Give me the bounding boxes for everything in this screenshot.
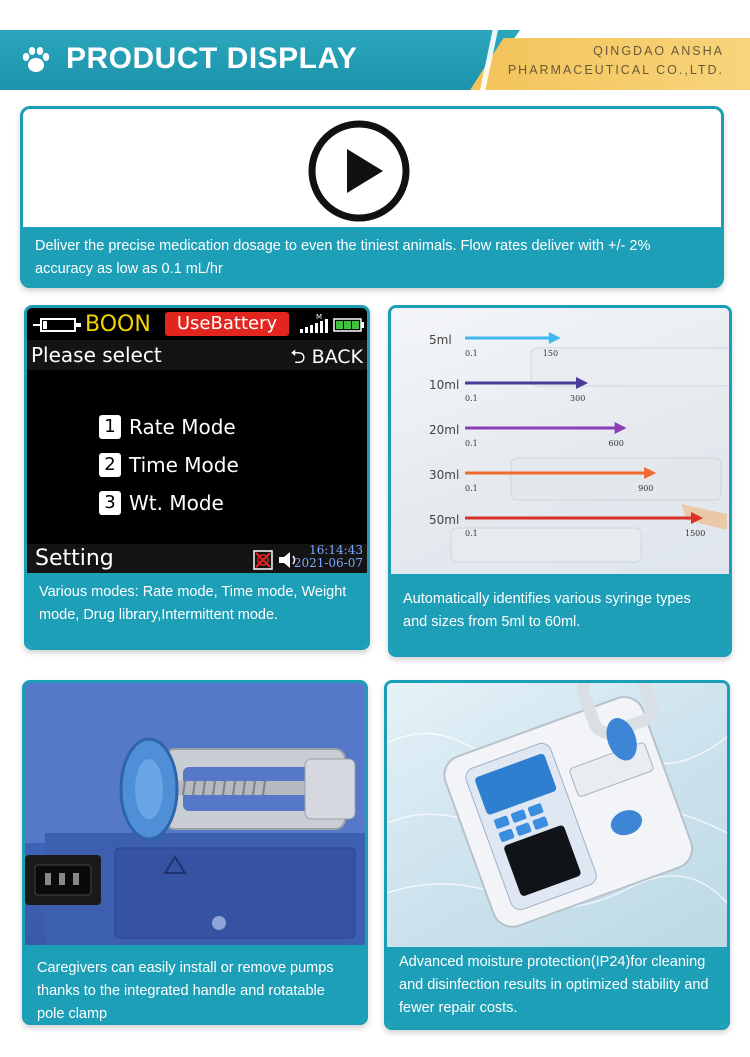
company-name-line-2: PHARMACEUTICAL CO.,LTD. (507, 63, 724, 77)
lcd-clock (294, 544, 363, 570)
syringe-size-arrowhead (691, 512, 703, 524)
syringe-size-row (429, 332, 561, 358)
mode-label: Rate Mode (129, 415, 236, 439)
signal-letter: M (316, 314, 323, 321)
syringe-size-max: 900 (638, 484, 654, 493)
syringe-size-max: 150 (542, 349, 559, 358)
pump-lcd-screen (27, 308, 367, 576)
syringe-size-row (429, 422, 627, 448)
mode-menu (99, 408, 239, 522)
syringe-size-label: 20ml (429, 423, 460, 437)
video-caption: Deliver the precise medication dosage to even the tiniest animals. Flow rates deliver with +/- 2% accuracy as low as 0.1 mL/hr (23, 227, 721, 285)
signal-strength-icon (299, 314, 329, 334)
company-name (508, 42, 724, 80)
mode-option-weight[interactable] (99, 484, 239, 522)
moisture-caption: Advanced moisture protection(IP24)for cleaning and disinfection results in optimized stability and fewer repair costs. (387, 947, 727, 1027)
lcd-date: 2021-06-07 (293, 556, 363, 570)
syringe-size-max: 300 (570, 394, 586, 403)
pump-in-water-image (387, 683, 727, 947)
syringe-size-row (429, 377, 588, 403)
syringe-size-label: 30ml (429, 468, 460, 482)
syringe-size-min: 0.1 (465, 439, 478, 448)
syringe-size-max: 600 (608, 439, 624, 448)
lcd-back-button[interactable] (290, 343, 363, 375)
mode-number: 2 (99, 453, 121, 477)
syringe-sizes-card (388, 305, 732, 657)
lcd-setting-label[interactable]: Setting (35, 546, 114, 571)
syringe-sizes-caption: Automatically identifies various syringe types and sizes from 5ml to 60ml. (391, 574, 729, 654)
modes-caption: Various modes: Rate mode, Time mode, Weight mode, Drug library,Intermittent mode. (27, 573, 367, 647)
device-screen-card (24, 305, 370, 650)
syringe-sizes-image (391, 308, 729, 574)
syringe-size-arrows (391, 308, 729, 574)
syringe-size-arrowhead (549, 332, 561, 344)
use-battery-badge: UseBattery (165, 312, 289, 336)
mode-number: 3 (99, 491, 121, 515)
syringe-size-row (429, 467, 656, 493)
battery-icon (333, 318, 365, 332)
syringe-size-label: 5ml (429, 333, 452, 347)
syringe-icon (33, 317, 81, 333)
pole-clamp-caption: Caregivers can easily install or remove pumps thanks to the integrated handle and rotatable pole clamp (25, 945, 365, 1022)
mode-label: Wt. Mode (129, 491, 224, 515)
syringe-size-min: 0.1 (465, 349, 478, 358)
infusion-pump-illustration (387, 683, 727, 947)
syringe-size-arrowhead (576, 377, 588, 389)
syringe-size-min: 0.1 (465, 529, 478, 538)
lcd-time: 16:14:43 (309, 543, 363, 557)
alarm-muted-icon (253, 550, 273, 570)
syringe-size-arrowhead (644, 467, 656, 479)
page-title: PRODUCT DISPLAY (66, 42, 358, 75)
video-card (20, 106, 724, 288)
header-banner (0, 30, 750, 90)
mode-option-rate[interactable] (99, 408, 239, 446)
company-name-line-1: QINGDAO ANSHA (593, 44, 724, 58)
syringe-size-min: 0.1 (465, 484, 478, 493)
syringe-size-label: 10ml (429, 378, 460, 392)
lcd-back-label: BACK (311, 346, 363, 368)
back-arrow-icon: ⮌ (290, 346, 306, 368)
mode-label: Time Mode (129, 453, 239, 477)
syringe-size-min: 0.1 (465, 394, 478, 403)
syringe-size-arrowhead (615, 422, 627, 434)
pole-clamp-card (22, 680, 368, 1025)
pole-clamp-illustration (25, 683, 365, 945)
lcd-brand: BOON (85, 312, 151, 337)
moisture-protection-card (384, 680, 730, 1030)
paw-icon (20, 44, 52, 76)
syringe-size-max: 1500 (685, 529, 706, 538)
play-icon[interactable] (307, 119, 411, 223)
syringe-size-row (429, 512, 705, 538)
syringe-size-label: 50ml (429, 513, 460, 527)
mode-option-time[interactable] (99, 446, 239, 484)
lcd-prompt: Please select (31, 343, 162, 367)
mode-number: 1 (99, 415, 121, 439)
pole-clamp-image (25, 683, 365, 945)
